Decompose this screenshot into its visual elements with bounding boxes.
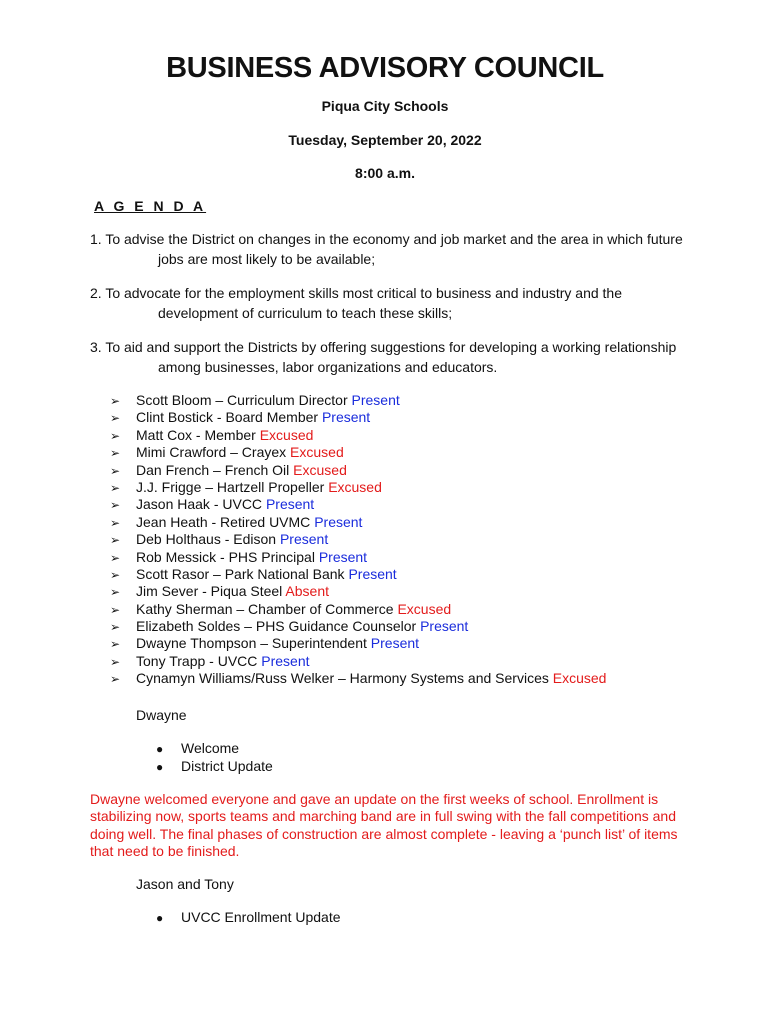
meeting-notes: Dwayne welcomed everyone and gave an update on the first weeks of school. Enrollment is stabilizing now, sports teams and marching band are in full swing with the fall competitions and doing well. The final phases of construction are almost complete - leaving a ‘punch list’ of items that need to be finished.	[90, 791, 678, 860]
attendee-item	[110, 427, 606, 444]
agenda-item-text: 1. To advise the District on changes in the economy and job market and the area in which future	[90, 231, 683, 247]
attendance-status: Excused	[290, 444, 344, 461]
attendee-name: Clint Bostick - Board Member	[136, 409, 322, 426]
attendee-name: Tony Trapp - UVCC	[136, 652, 262, 669]
attendee-item	[110, 618, 606, 635]
attendee-name: Jim Sever - Piqua Steel	[136, 583, 286, 600]
attendee-name: Elizabeth Soldes – PHS Guidance Counselor	[136, 618, 421, 635]
attendee-item	[110, 496, 606, 513]
arrow-bullet-icon: ➢	[110, 498, 121, 513]
attendee-name: Mimi Crawford – Crayex	[136, 444, 291, 461]
topic-list	[156, 739, 273, 775]
attendee-name: Scott Rasor – Park National Bank	[136, 565, 349, 582]
attendance-status: Excused	[397, 600, 452, 617]
attendee-item	[110, 670, 606, 687]
attendee-name: Matt Cox - Member	[136, 426, 260, 443]
topic-item: ● District Update	[156, 758, 273, 774]
attendee-item	[110, 444, 606, 461]
bullet-dot-icon: ●	[156, 760, 164, 774]
attendance-status: Excused	[328, 478, 382, 495]
arrow-bullet-icon: ➢	[110, 637, 121, 652]
agenda-item-continuation: development of curriculum to teach these skills;	[158, 305, 453, 321]
district-name: Piqua City Schools	[321, 98, 449, 114]
attendance-status: Present	[348, 565, 397, 582]
arrow-bullet-icon: ➢	[110, 602, 121, 617]
attendance-status: Present	[351, 392, 400, 408]
arrow-bullet-icon: ➢	[110, 567, 121, 582]
attendee-item	[110, 566, 606, 583]
attendance-status: Present	[370, 635, 420, 652]
attendee-item	[110, 601, 606, 618]
bullet-dot-icon: ●	[156, 742, 164, 756]
attendee-item	[110, 514, 606, 531]
topic-item: ● Welcome	[156, 740, 240, 756]
arrow-bullet-icon: ➢	[110, 411, 121, 426]
attendee-item	[110, 531, 606, 548]
agenda-item-continuation: jobs are most likely to be available;	[158, 251, 376, 267]
attendee-name: Rob Messick - PHS Principal	[136, 548, 319, 565]
attendee-item	[110, 653, 606, 670]
meeting-time: 8:00 a.m.	[355, 165, 415, 181]
attendee-item	[110, 583, 606, 600]
arrow-bullet-icon: ➢	[110, 515, 121, 530]
topic-list	[156, 908, 341, 926]
attendance-status: Present	[261, 652, 310, 669]
arrow-bullet-icon: ➢	[110, 463, 121, 478]
topic-item: ● UVCC Enrollment Update	[156, 909, 341, 925]
agenda-item-text: 3. To aid and support the Districts by offering suggestions for developing a working relationship	[90, 339, 677, 355]
attendee-item	[110, 462, 606, 479]
attendance-status: Absent	[285, 583, 329, 600]
agenda-item	[90, 283, 690, 323]
meeting-date: Tuesday, September 20, 2022	[288, 132, 482, 148]
arrow-bullet-icon: ➢	[110, 446, 121, 461]
attendance-status: Present	[279, 531, 329, 548]
attendee-item	[110, 635, 606, 652]
arrow-bullet-icon: ➢	[110, 672, 121, 687]
attendance-status: Present	[314, 513, 363, 530]
attendance-status: Excused	[259, 426, 314, 443]
attendee-name: Kathy Sherman – Chamber of Commerce	[136, 600, 398, 617]
document-title: BUSINESS ADVISORY COUNCIL	[166, 52, 604, 84]
arrow-bullet-icon: ➢	[110, 480, 121, 495]
attendee-name: Scott Bloom – Curriculum Director	[136, 392, 352, 408]
attendance-status: Present	[318, 548, 368, 565]
attendance-status: Excused	[552, 670, 607, 687]
attendee-name: Cynamyn Williams/Russ Welker – Harmony Systems and Services	[136, 670, 553, 687]
attendee-name: Jason Haak - UVCC	[136, 496, 266, 513]
arrow-bullet-icon: ➢	[110, 550, 121, 565]
attendance-status: Present	[265, 496, 315, 513]
attendee-name: Deb Holthaus - Edison	[136, 531, 280, 548]
arrow-bullet-icon: ➢	[110, 533, 121, 548]
attendance-status: Present	[420, 618, 469, 635]
attendee-name: J.J. Frigge – Hartzell Propeller	[136, 478, 329, 495]
arrow-bullet-icon: ➢	[110, 654, 121, 669]
agenda-item	[90, 337, 690, 377]
attendance-status: Excused	[293, 461, 347, 478]
bullet-dot-icon: ●	[156, 911, 164, 925]
attendee-name: Dwayne Thompson – Superintendent	[136, 635, 371, 652]
attendee-item	[110, 549, 606, 566]
presenter-name: Dwayne	[136, 707, 187, 723]
arrow-bullet-icon: ➢	[110, 428, 121, 443]
arrow-bullet-icon: ➢	[110, 394, 121, 408]
attendance-list	[110, 392, 606, 688]
attendee-item	[110, 392, 606, 409]
attendee-item	[110, 479, 606, 496]
attendance-status: Present	[321, 409, 371, 426]
arrow-bullet-icon: ➢	[110, 585, 121, 600]
attendee-item	[110, 409, 606, 426]
agenda-item-text: 2. To advocate for the employment skills most critical to business and industry and the	[90, 285, 623, 301]
agenda-item	[90, 229, 690, 269]
presenter-name: Jason and Tony	[136, 876, 234, 892]
attendee-name: Jean Heath - Retired UVMC	[136, 513, 315, 530]
arrow-bullet-icon: ➢	[110, 620, 121, 635]
attendee-name: Dan French – French Oil	[136, 461, 294, 478]
agenda-heading: A G E N D A	[94, 198, 207, 214]
agenda-item-continuation: among businesses, labor organizations and educators.	[158, 359, 498, 375]
